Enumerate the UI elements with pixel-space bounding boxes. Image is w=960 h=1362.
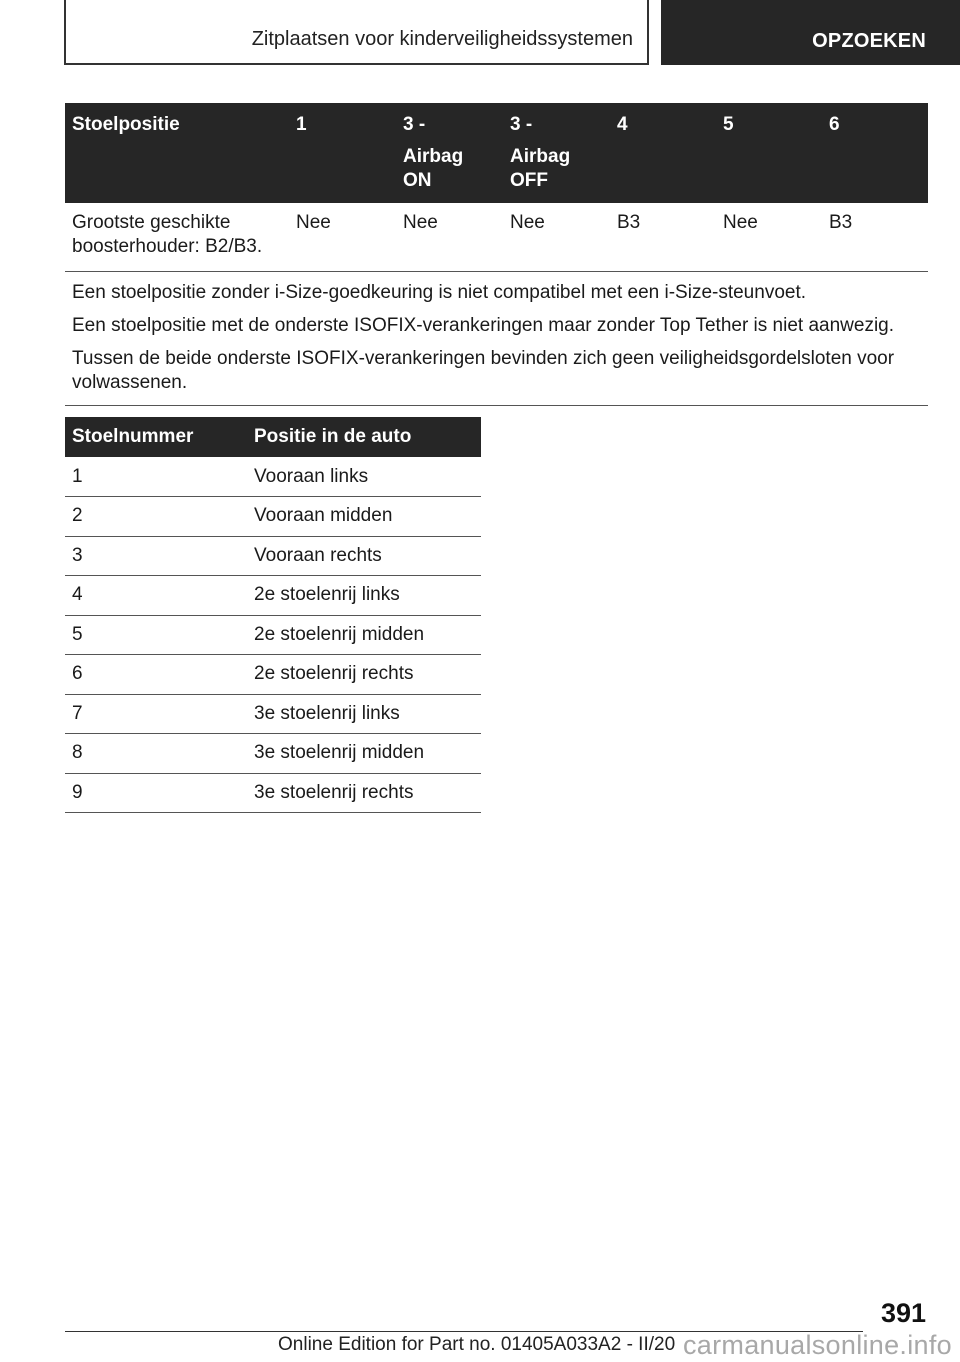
chapter-tab[interactable] [661, 0, 960, 65]
page-number: 391 [880, 1298, 926, 1328]
note-text: Tussen de beide onderste ISOFIX-verankeringen bevinden zich geen veiligheidsgordelsloten voor volwassenen. [72, 348, 895, 393]
table-cell: 3 [65, 536, 247, 576]
table-cell: 3e stoelenrij links [247, 694, 481, 734]
header-cell: 3 - Airbag ON [396, 103, 503, 203]
table-cell: Vooraan links [247, 457, 481, 497]
table-cell: 2e stoelenrij rechts [247, 655, 481, 695]
table-cell: 2e stoelenrij midden [247, 615, 481, 655]
table-row [65, 576, 481, 616]
header-cell: 4 [610, 103, 716, 203]
table-cell: Nee [396, 203, 503, 272]
table-cell: Nee [503, 203, 610, 272]
header-cell: 6 [822, 103, 928, 203]
table-row [65, 497, 481, 537]
table-cell: Nee [716, 203, 822, 272]
table-row [65, 457, 481, 497]
header-cell: 1 [289, 103, 396, 203]
table-cell: Vooraan rechts [247, 536, 481, 576]
table-cell: B3 [610, 203, 716, 272]
note-text: Een stoelpositie met de onderste ISOFIX-verankeringen maar zonder Top Tether is niet aanwezig. [72, 315, 895, 336]
table-cell: B3 [822, 203, 928, 272]
seat-position-table [65, 103, 928, 406]
table-row [65, 203, 928, 272]
watermark: carmanualsonline.info [683, 1330, 952, 1360]
header-cell: 3 - Airbag OFF [503, 103, 610, 203]
table-cell: 9 [65, 773, 247, 813]
header-cell: Stoelnummer [65, 417, 247, 457]
table-cell: Nee [289, 203, 396, 272]
table-cell: 2 [65, 497, 247, 537]
notes-row [65, 272, 928, 406]
header-cell: Stoelpositie [65, 103, 289, 203]
table-cell: 8 [65, 734, 247, 774]
header-cell: 5 [716, 103, 822, 203]
table-cell: 7 [65, 694, 247, 734]
table-header-row [65, 103, 928, 203]
table-cell: 2e stoelenrij links [247, 576, 481, 616]
edition-note: Online Edition for Part no. 01405A033A2 - II/20 [278, 1334, 676, 1355]
table-cell: Grootste geschikte boosterhouder: B2/B3. [65, 203, 289, 272]
table-row [65, 734, 481, 774]
table-cell: 6 [65, 655, 247, 695]
table-cell: 3e stoelenrij midden [247, 734, 481, 774]
table-row [65, 694, 481, 734]
table-row [65, 655, 481, 695]
table-cell: Vooraan midden [247, 497, 481, 537]
header-cell: Positie in de auto [247, 417, 481, 457]
table-cell: 3e stoelenrij rechts [247, 773, 481, 813]
notes-cell [65, 272, 928, 406]
table-row [65, 773, 481, 813]
chapter-tab-label: OPZOEKEN [812, 30, 926, 52]
table-row [65, 536, 481, 576]
seat-number-table [65, 417, 481, 813]
table-row [65, 615, 481, 655]
table-cell: 5 [65, 615, 247, 655]
section-title-text: Zitplaatsen voor kinderveiligheidssystemen [251, 28, 633, 50]
table-header-row [65, 417, 481, 457]
section-title [64, 0, 649, 65]
table-cell: 4 [65, 576, 247, 616]
note-text: Een stoelpositie zonder i-Size-goedkeuring is niet compatibel met een i-Size-steunvoet. [72, 282, 807, 303]
table-cell: 1 [65, 457, 247, 497]
